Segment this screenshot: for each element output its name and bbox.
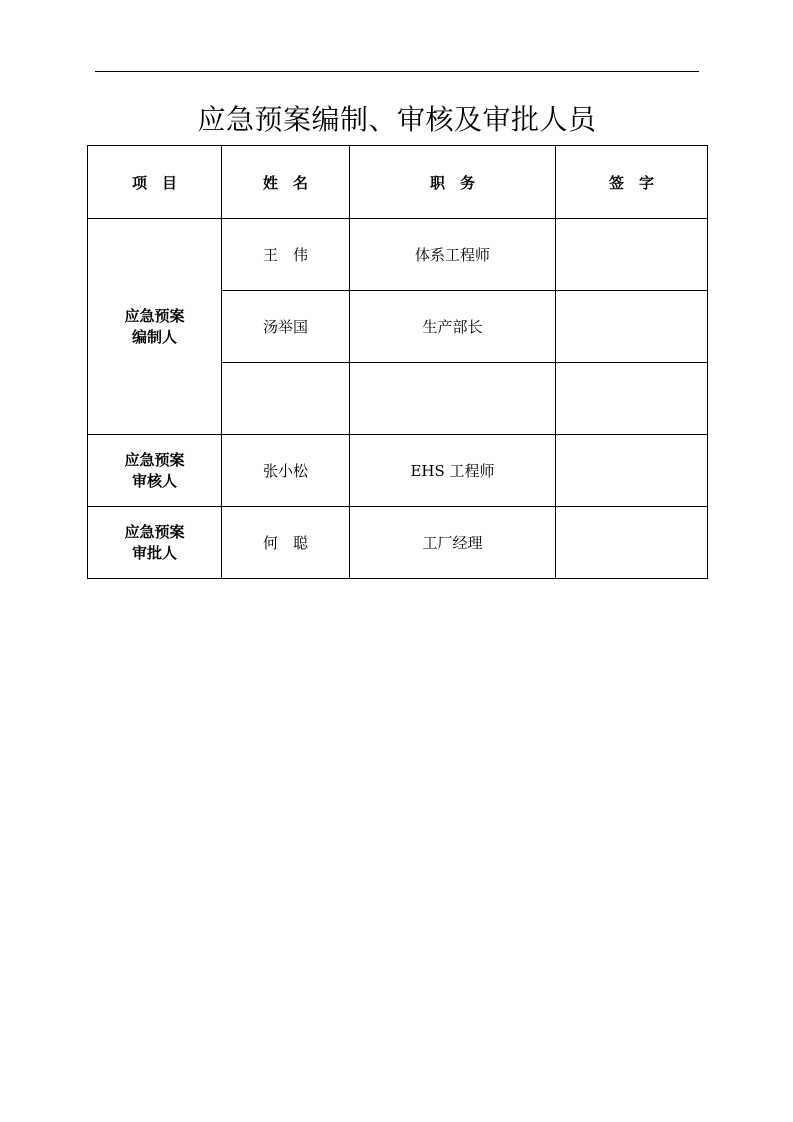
position-cell: 工厂经理 [350,507,556,579]
position-cell: 生产部长 [350,291,556,363]
position-cell: 体系工程师 [350,219,556,291]
role-cell-approver [88,507,222,579]
document-title: 应急预案编制、审核及审批人员 [197,103,597,136]
column-header-position: 职 务 [350,146,556,219]
table-row [88,507,708,579]
column-header-signature: 签 字 [556,146,708,219]
signature-cell[interactable] [556,291,708,363]
signature-cell[interactable] [556,507,708,579]
column-header-name: 姓 名 [222,146,350,219]
table-row [88,219,708,291]
name-cell: 何 聪 [222,507,350,579]
role-cell-reviewer [88,435,222,507]
table-header-row [88,146,708,219]
role-label-line2: 审批人 [131,543,177,562]
header-rule [95,71,699,72]
column-header-item: 项 目 [88,146,222,219]
role-label-line2: 编制人 [131,327,177,346]
signature-cell[interactable] [556,219,708,291]
position-cell: EHS 工程师 [350,435,556,507]
role-label-line1: 应急预案 [124,306,185,325]
name-cell: 张小松 [222,435,350,507]
role-label-line2: 审核人 [131,471,177,490]
staff-table [87,145,708,579]
name-cell [222,363,350,435]
name-cell: 王 伟 [222,219,350,291]
position-cell [350,363,556,435]
name-cell: 汤举国 [222,291,350,363]
role-label-line1: 应急预案 [124,522,185,541]
signature-cell[interactable] [556,435,708,507]
role-label-line1: 应急预案 [124,450,185,469]
signature-cell[interactable] [556,363,708,435]
table-row [88,435,708,507]
role-cell-compiler [88,219,222,435]
